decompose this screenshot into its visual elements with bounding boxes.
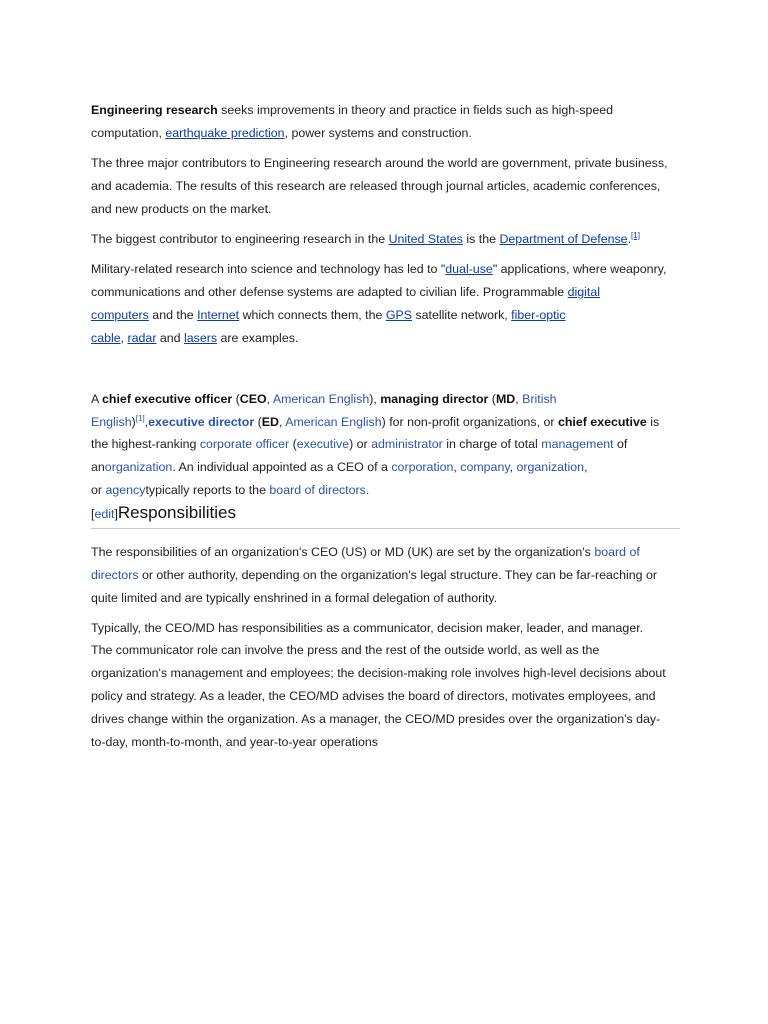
paragraph-military-line2: communications and other defense systems are adapted to civilian life. Programmable digital bbox=[91, 285, 600, 299]
paragraph-responsibilities-line1: The responsibilities of an organization's CEO (US) or MD (UK) are set by the organization's board of bbox=[91, 545, 640, 559]
link-cable[interactable]: cable bbox=[91, 331, 121, 345]
link-fiber-optic[interactable]: fiber-optic bbox=[511, 308, 566, 322]
link-department-of-defense[interactable]: Department of Defense bbox=[499, 232, 628, 246]
paragraph-ceo-line3: the highest-ranking corporate officer (executive) or administrator in charge of total management of bbox=[91, 437, 628, 451]
link-corporation[interactable]: corporation bbox=[391, 460, 454, 474]
link-united-states[interactable]: United States bbox=[388, 232, 463, 246]
link-management[interactable]: management bbox=[541, 437, 614, 451]
link-executive[interactable]: executive bbox=[296, 437, 350, 451]
link-board-of-directors[interactable]: board of directors bbox=[269, 483, 366, 497]
link-digital[interactable]: digital bbox=[567, 285, 600, 299]
paragraph-roles-line3: organization's management and employees; the decision-making role involves high-level decisions about bbox=[91, 666, 666, 680]
link-agency[interactable]: agency bbox=[105, 483, 146, 497]
link-radar[interactable]: radar bbox=[127, 331, 157, 345]
link-american-english[interactable]: American English bbox=[285, 415, 382, 429]
paragraph-roles-line5: drives change within the organization. As a manager, the CEO/MD presides over the organization's day- bbox=[91, 712, 661, 726]
paragraph-contributors-line2: and academia. The results of this research are released through journal articles, academic conferences, bbox=[91, 179, 661, 193]
link-british[interactable]: British bbox=[522, 392, 557, 406]
paragraph-responsibilities-line3: quite limited and are typically enshrined in a formal delegation of authority. bbox=[91, 591, 498, 605]
paragraph-military-line1: Military-related research into science and technology has led to "dual-use" applications, where weaponry, bbox=[91, 262, 667, 276]
paragraph-ceo-line4: anorganization. An individual appointed as a CEO of a corporation, company, organization, bbox=[91, 460, 588, 474]
link-company[interactable]: company bbox=[460, 460, 510, 474]
paragraph-ceo-line2: English)[1],executive director (ED, American English) for non-profit organizations, or chief executive is bbox=[91, 414, 660, 429]
link-corporate-officer[interactable]: corporate officer bbox=[199, 437, 290, 451]
link-gps[interactable]: GPS bbox=[385, 308, 412, 322]
paragraph-roles-line1: Typically, the CEO/MD has responsibilities as a communicator, decision maker, leader, and manager. bbox=[91, 621, 644, 635]
paragraph-roles-line6: to-day, month-to-month, and year-to-year operations bbox=[91, 735, 378, 749]
heading-title: Responsibilities bbox=[117, 503, 237, 522]
section-heading-responsibilities: [edit]Responsibilities bbox=[91, 503, 680, 529]
link-earthquake-prediction[interactable]: earthquake prediction bbox=[165, 126, 285, 140]
paragraph-military-line3: computers and the Internet which connects them, the GPS satellite network, fiber-optic bbox=[91, 308, 566, 322]
link-internet[interactable]: Internet bbox=[197, 308, 240, 322]
paragraph-contributors-line3: and new products on the market. bbox=[91, 202, 272, 216]
link-administrator[interactable]: administrator bbox=[371, 437, 443, 451]
link-english[interactable]: English bbox=[91, 415, 132, 429]
term-engineering-research: Engineering research bbox=[91, 103, 218, 117]
paragraph-responsibilities-line2: directors or other authority, depending on the organization's legal structure. They can be far-reaching or bbox=[91, 568, 658, 582]
link-board-of[interactable]: board of bbox=[594, 545, 640, 559]
paragraph-roles-line4: policy and strategy. As a leader, the CEO/MD advises the board of directors, motivates employees, and bbox=[91, 689, 656, 703]
edit-link[interactable]: edit bbox=[94, 507, 115, 521]
reference-link[interactable]: [1] bbox=[631, 231, 640, 240]
link-computers[interactable]: computers bbox=[91, 308, 149, 322]
paragraph-ceo-line1: A chief executive officer (CEO, American English), managing director (MD, British bbox=[91, 392, 557, 406]
link-american-english[interactable]: American English bbox=[272, 392, 370, 406]
link-lasers[interactable]: lasers bbox=[184, 331, 218, 345]
paragraph-engineering-line1: Engineering research seeks improvements in theory and practice in fields such as high-speed bbox=[91, 103, 614, 117]
link-organization[interactable]: organization bbox=[516, 460, 585, 474]
link-organization[interactable]: organization bbox=[104, 460, 173, 474]
paragraph-roles-line2: The communicator role can involve the press and the rest of the outside world, as well as the bbox=[91, 643, 600, 657]
paragraph-engineering-line2: computation, earthquake prediction, power systems and construction. bbox=[91, 126, 472, 140]
link-executive-director[interactable]: executive director bbox=[148, 415, 255, 429]
paragraph-ceo-line5: or agencytypically reports to the board of directors. bbox=[91, 483, 370, 497]
link-directors[interactable]: directors bbox=[91, 568, 139, 582]
paragraph-military-line4: cable, radar and lasers are examples. bbox=[91, 331, 299, 345]
reference-link[interactable]: [1] bbox=[135, 414, 145, 423]
link-dual-use[interactable]: dual-use bbox=[445, 262, 493, 276]
paragraph-biggest-contributor: The biggest contributor to engineering research in the United States is the Department of Defense.[1] bbox=[91, 231, 640, 246]
paragraph-contributors-line1: The three major contributors to Engineering research around the world are government, private business, bbox=[91, 156, 668, 170]
